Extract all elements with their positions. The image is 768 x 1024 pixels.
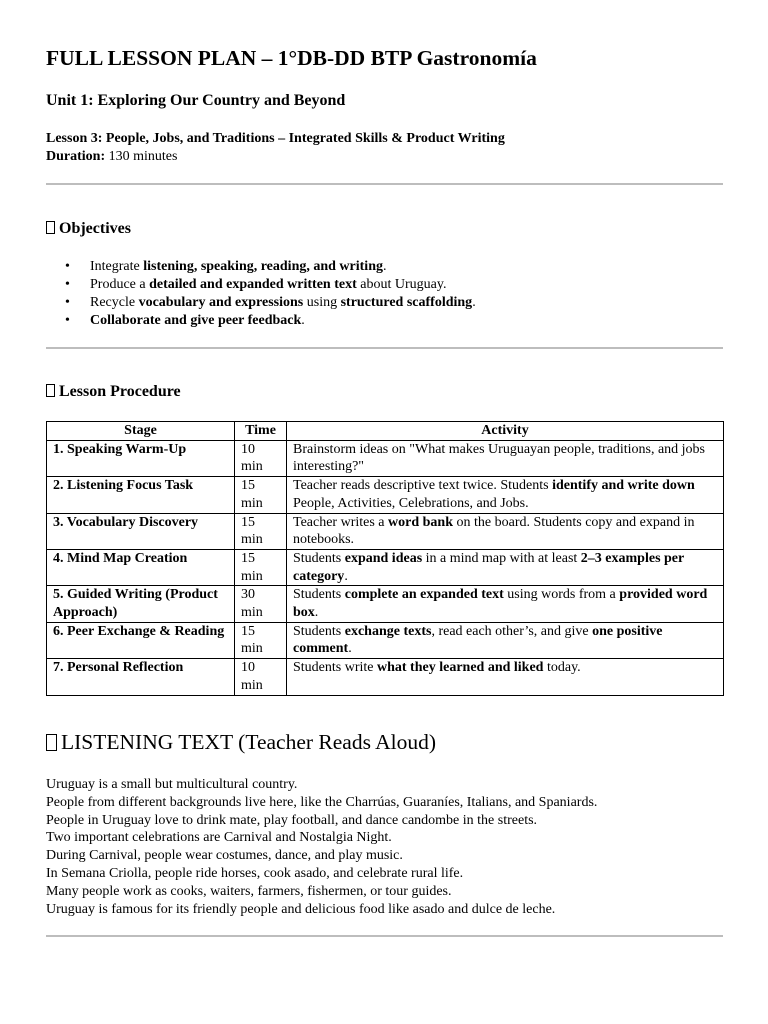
bold-text: structured scaffolding — [340, 295, 473, 310]
table-row — [47, 513, 724, 549]
objective-item — [90, 294, 476, 312]
box-icon — [46, 221, 55, 234]
text-run: Students write — [293, 660, 377, 676]
text-run: Students — [293, 587, 345, 603]
lesson-title: Lesson 3: People, Jobs, and Traditions – Integrated Skills & Product Writing — [46, 131, 505, 146]
listening-line: Uruguay is a small but multicultural country. — [46, 777, 298, 792]
time-cell: 30 min — [235, 586, 287, 622]
listening-line: In Semana Criolla, people ride horses, cook asado, and celebrate rural life. — [46, 865, 464, 881]
lesson-duration — [46, 148, 505, 166]
column-header-stage: Stage — [47, 422, 235, 441]
text-run: Integrate — [90, 259, 144, 274]
stage-cell: 2. Listening Focus Task — [47, 477, 235, 513]
activity-cell — [287, 659, 724, 695]
horizontal-divider — [46, 935, 723, 937]
text-run: . — [383, 259, 387, 274]
text-run: Students — [293, 550, 345, 566]
table-row — [47, 659, 724, 695]
bold-text: identify and write down — [552, 478, 695, 494]
activity-cell — [287, 549, 724, 585]
objectives-heading-text: Objectives — [59, 220, 131, 237]
text-run: Recycle — [90, 295, 139, 310]
table-row — [47, 622, 724, 658]
time-cell: 10 min — [235, 440, 287, 476]
bold-text: exchange texts — [344, 623, 432, 639]
duration-value: 130 minutes — [108, 148, 178, 164]
time-cell: 15 min — [235, 622, 287, 658]
column-header-time: Time — [235, 422, 287, 441]
listening-heading — [46, 730, 436, 755]
bold-text: vocabulary and expressions — [138, 295, 304, 310]
activity-cell — [287, 513, 724, 549]
text-run: about Uruguay. — [356, 277, 447, 292]
text-run: today. — [543, 660, 581, 676]
activity-cell — [287, 477, 724, 513]
horizontal-divider — [46, 347, 723, 349]
text-run: . — [344, 568, 348, 584]
text-run: Teacher reads descriptive text twice. Students — [293, 478, 553, 494]
stage-cell: 7. Personal Reflection — [47, 659, 235, 695]
text-run: in a mind map with at least — [422, 550, 581, 566]
listening-line: Many people work as cooks, waiters, farmers, fishermen, or tour guides. — [46, 883, 452, 899]
listening-line: People from different backgrounds live here, like the Charrúas, Guaraníes, Italians, and Spaniards. — [46, 794, 598, 810]
table-row — [47, 586, 724, 622]
text-run: Produce a — [90, 277, 150, 292]
listening-line: Two important celebrations are Carnival and Nostalgia Night. — [46, 830, 392, 846]
table-row — [47, 477, 724, 513]
listening-line: During Carnival, people wear costumes, dance, and play music. — [46, 848, 403, 864]
bold-text: expand ideas — [344, 550, 423, 566]
bold-text: complete an expanded text — [344, 587, 504, 603]
duration-label: Duration: — [46, 148, 106, 164]
text-run: . — [472, 295, 476, 310]
stage-cell: 5. Guided Writing (Product Approach) — [47, 586, 235, 622]
table-row — [47, 549, 724, 585]
text-run: . — [314, 605, 319, 621]
table-header-row — [47, 422, 724, 441]
stage-cell: 1. Speaking Warm-Up — [47, 440, 235, 476]
listening-text — [46, 776, 723, 918]
bold-text: 2–3 examples per category — [293, 550, 684, 584]
stage-cell: 4. Mind Map Creation — [47, 549, 235, 585]
activity-cell — [287, 586, 724, 622]
stage-cell: 6. Peer Exchange & Reading — [47, 622, 235, 658]
activity-cell — [287, 622, 724, 658]
listening-line: Uruguay is famous for its friendly people and delicious food like asado and dulce de leche. — [46, 901, 556, 917]
time-cell: 10 min — [235, 659, 287, 695]
objectives-list — [46, 258, 476, 330]
stage-cell: 3. Vocabulary Discovery — [47, 513, 235, 549]
listening-line: People in Uruguay love to drink mate, play football, and dance candombe in the streets. — [46, 812, 538, 828]
text-run: , read each other’s, and give — [431, 623, 593, 639]
bold-text: word bank — [388, 514, 453, 530]
text-run: on the board. Students copy and expand in notebooks. — [293, 514, 695, 548]
time-cell: 15 min — [235, 477, 287, 513]
unit-heading: Unit 1: Exploring Our Country and Beyond — [46, 92, 346, 109]
horizontal-divider — [46, 183, 723, 185]
text-run: . — [301, 313, 305, 328]
objectives-heading — [46, 220, 131, 238]
bold-text: detailed and expanded written text — [149, 277, 357, 292]
bold-text: provided word box — [293, 587, 708, 621]
text-run: using words from a — [503, 587, 620, 603]
document-title: FULL LESSON PLAN – 1°DB-DD BTP Gastronomía — [46, 46, 537, 70]
lesson-info — [46, 130, 505, 165]
bold-text: what they learned and liked — [377, 660, 544, 676]
box-icon — [46, 734, 57, 751]
bold-text: listening, speaking, reading, and writing — [143, 259, 383, 274]
box-icon — [46, 384, 55, 397]
column-header-activity: Activity — [287, 422, 724, 441]
bold-text: Collaborate and give peer feedback — [90, 313, 302, 328]
objective-item — [90, 276, 476, 294]
objective-item — [90, 312, 476, 330]
listening-heading-text: LISTENING TEXT (Teacher Reads Aloud) — [61, 730, 437, 754]
time-cell: 15 min — [235, 549, 287, 585]
procedure-heading-text: Lesson Procedure — [59, 383, 181, 400]
lesson-procedure-table — [46, 421, 724, 696]
table-row — [47, 440, 724, 476]
time-cell: 15 min — [235, 513, 287, 549]
bold-text: one positive comment — [293, 623, 663, 657]
text-run: . — [348, 641, 352, 657]
text-run: Teacher writes a — [293, 514, 389, 530]
text-run: People, Activities, Celebrations, and Jobs. — [293, 495, 529, 511]
procedure-heading — [46, 383, 181, 401]
text-run: using — [303, 295, 341, 310]
text-run: Students — [293, 623, 345, 639]
objective-item — [90, 258, 476, 276]
text-run: Brainstorm ideas on "What makes Uruguayan people, traditions, and jobs interesting?" — [293, 441, 706, 475]
activity-cell — [287, 440, 724, 476]
